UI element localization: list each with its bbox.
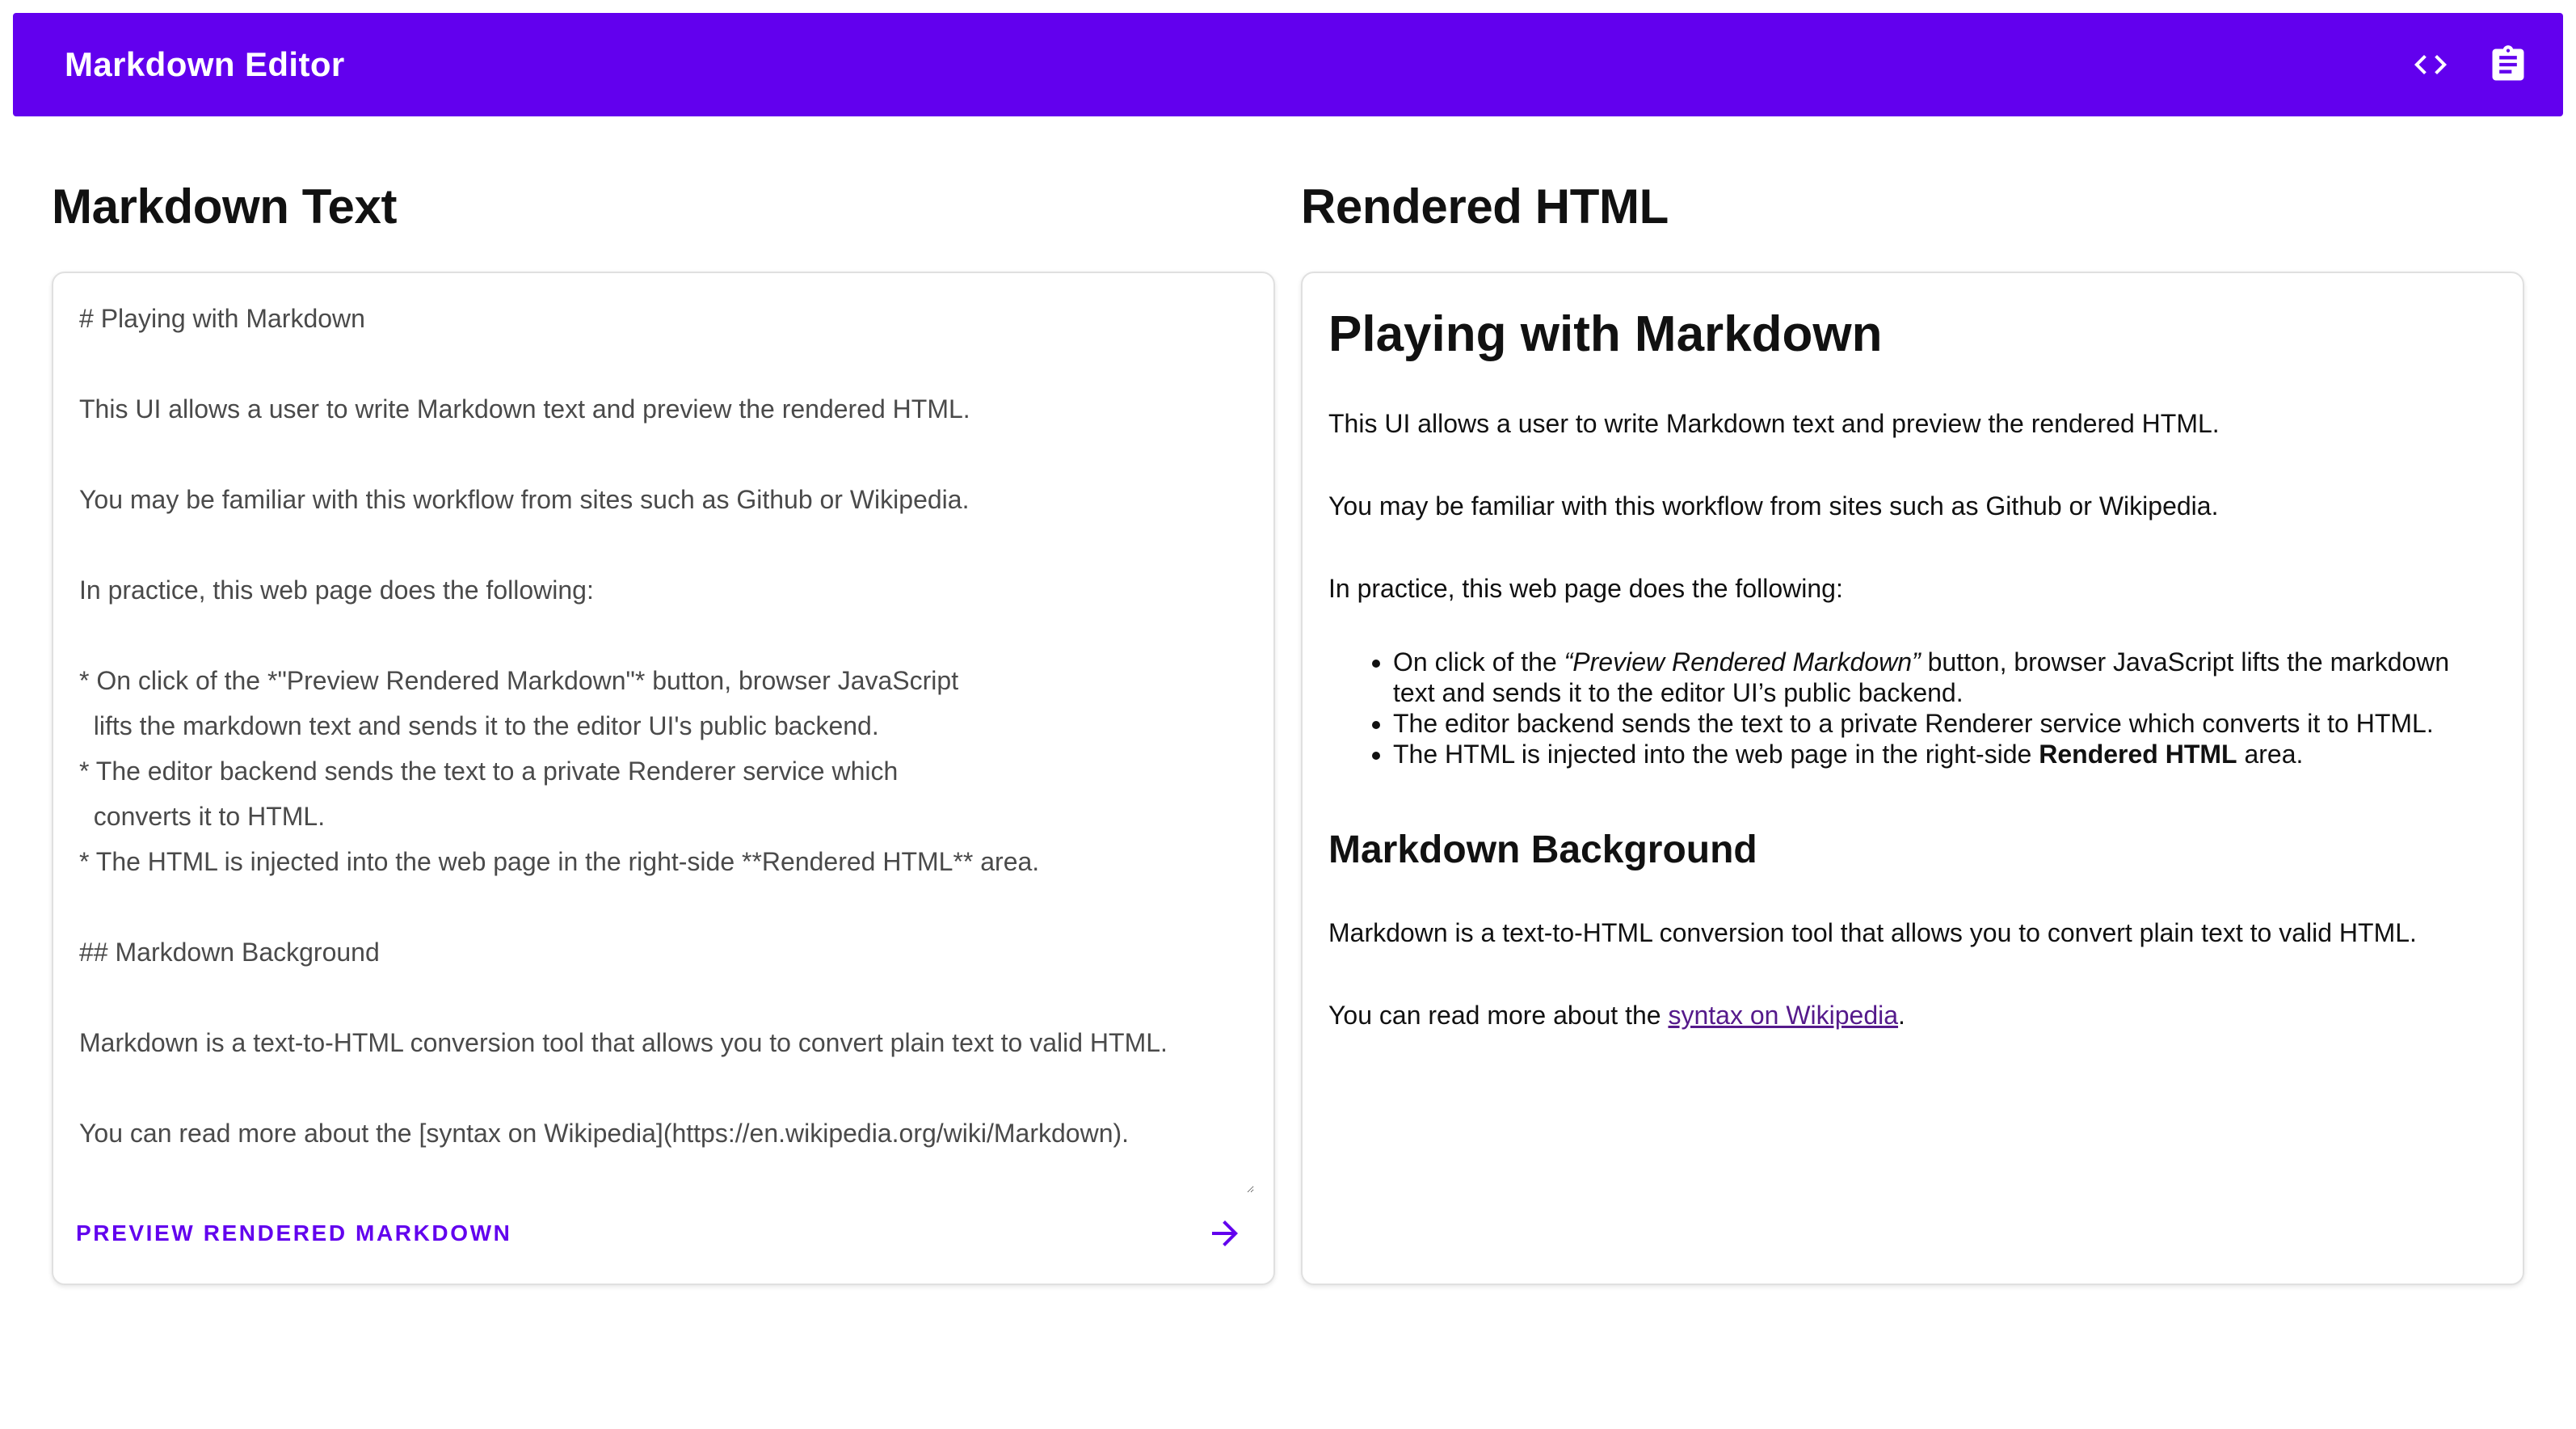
- rendered-column: [1301, 165, 2524, 1285]
- rendered-paragraph: This UI allows a user to write Markdown text and preview the rendered HTML.: [1328, 409, 2220, 439]
- rendered-paragraph-with-link: You can read more about the syntax on Wikipedia.: [1328, 1001, 1905, 1031]
- preview-rendered-markdown-button[interactable]: [53, 1193, 1273, 1284]
- preview-button-label: PREVIEW RENDERED MARKDOWN: [76, 1220, 512, 1246]
- rendered-h2: Markdown Background: [1328, 828, 1757, 871]
- assignment-icon: [2487, 44, 2529, 86]
- arrow-forward-icon: [1206, 1214, 1244, 1253]
- rendered-h1: Playing with Markdown: [1328, 306, 1883, 362]
- markdown-panel-heading: Markdown Text: [52, 179, 398, 234]
- app-bar-actions: [2392, 26, 2547, 103]
- code-button[interactable]: [2392, 26, 2469, 103]
- markdown-column: [52, 165, 1275, 1285]
- rendered-bullet: • The HTML is injected into the web page in the right-side Rendered HTML area.: [1393, 739, 2497, 769]
- code-icon: [2411, 45, 2450, 84]
- rendered-bullet: • On click of the “Preview Rendered Markdown” button, browser JavaScript lifts the markdown text and sends it to the editor UI’s public backend.: [1393, 647, 2497, 708]
- assignment-button[interactable]: [2469, 26, 2547, 103]
- wikipedia-link[interactable]: syntax on Wikipedia: [1668, 1001, 1899, 1031]
- app-bar: [13, 13, 2563, 116]
- content: [13, 116, 2563, 1285]
- app-title: Markdown Editor: [65, 45, 345, 83]
- rendered-html-card: [1301, 272, 2524, 1285]
- rendered-paragraph: You may be familiar with this workflow from sites such as Github or Wikipedia.: [1328, 491, 2219, 521]
- markdown-card: [52, 272, 1275, 1285]
- rendered-paragraph: In practice, this web page does the following:: [1328, 574, 1843, 604]
- rendered-panel-heading: Rendered HTML: [1301, 179, 1669, 234]
- rendered-bullet: • The editor backend sends the text to a private Renderer service which converts it to HTML.: [1393, 708, 2497, 739]
- rendered-paragraph: Markdown is a text-to-HTML conversion tool that allows you to convert plain text to valid HTML.: [1328, 918, 2417, 948]
- rendered-bullet-list: [1328, 647, 2497, 769]
- markdown-input[interactable]: [76, 289, 1254, 1193]
